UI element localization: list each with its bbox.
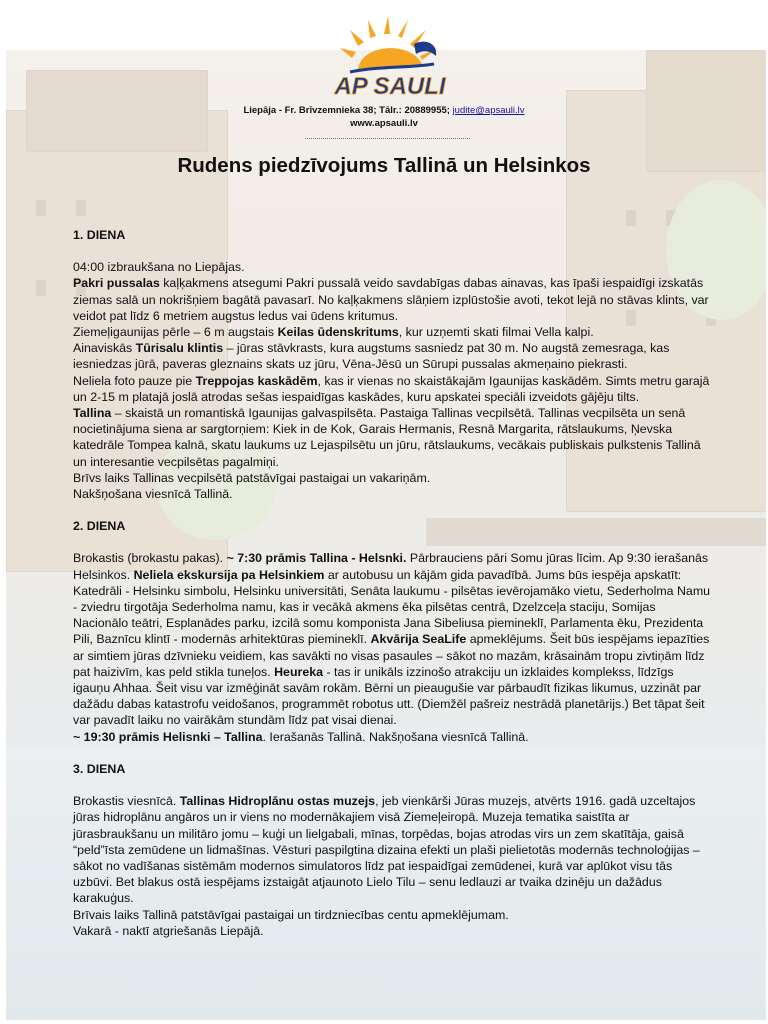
itinerary-paragraph: [73, 729, 713, 745]
itinerary-paragraph: [73, 470, 713, 486]
paragraph-text: Brokastis viesnīcā.: [73, 794, 180, 809]
highlight-text: Tūrisalu klintis: [135, 341, 224, 356]
spacer: [73, 534, 713, 550]
contact-info: [0, 104, 768, 130]
paragraph-text: kaļķakmens atsegumi Pakri pussalā veido savdabīgas dabas ainavas, kas īpaši iespaidīgi izskatās ziemas salā un nokrišņiem bagātā pavasarī. No kaļķakmens slāņiem izplūstošie avoti, tekot lejā no stāvas klints, var veidot pat līdz 6 metriem augstus ledus vai ūdens kritumus.: [73, 276, 709, 323]
spacer: [73, 243, 713, 259]
itinerary-paragraph: [73, 373, 713, 405]
itinerary-paragraph: [73, 923, 713, 939]
paragraph-text: 04:00 izbraukšana no Liepājas.: [73, 260, 245, 275]
itinerary-paragraph: [73, 907, 713, 923]
paragraph-text: Pārbrauciens pāri Somu jūras līcim. Ap 9:30 ierašanās Helsinkos.: [73, 551, 709, 582]
paragraph-text: ar autobusu un kājām gida pavadībā. Jums būs iespēja apskatīt: Katedrāli - Helsinku simbolu, Helsinku universitāti, Senāta laukumu - pilsētas ievērojamāko vietu, Sederholma Namu - zviedru tirgotāja Sederholma namu, kas ir vecākā akmens ēka pilsētas centrā, Dzelzceļa staciju, Somijas Nacionālo teātri, Esplanādes parku, izcilā somu komponista Jana Sibeliusa piemineklī, Parlamenta ēku, Prezidenta Pili, Baznīcu klintī - modernās arhitektūras piemineklī.: [73, 567, 711, 647]
day-heading: 3. DIENA: [73, 761, 126, 776]
itinerary-paragraph: [73, 550, 713, 728]
svg-text:AP SAULI: AP SAULI: [334, 73, 446, 100]
divider: [305, 138, 470, 139]
paragraph-text: Brīvs laiks Tallinas vecpilsētā patstāvīgai pastaigai un vakariņām.: [73, 470, 431, 485]
website-text: www.apsauli.lv: [350, 118, 418, 129]
day-heading: 1. DIENA: [73, 228, 126, 242]
paragraph-text: , kur uzņemti skati filmai Vella kalpi.: [398, 325, 594, 340]
paragraph-text: Vakarā - naktī atgriešanās Liepājā.: [73, 923, 264, 938]
highlight-text: Neliela ekskursija pa Helsinkiem: [133, 567, 325, 582]
paragraph-text: . Ierašanās Tallinā. Nakšņošana viesnīcā Tallinā.: [262, 729, 529, 744]
company-logo: [330, 14, 450, 100]
paragraph-text: apmeklējums. Šeit būs iespējams iepazīties ar simtiem jūras dzīvnieku veidiem, kas savākti no visas pasaules – sākot no mazām, krāsainām tropu zivtiņām līdz pat haizivīm, kas peld stikla tuneļos.: [73, 632, 710, 679]
paragraph-text: – jūras stāvkrasts, kura augstums sasniedz pat 30 m. No augstā zemesraga, kas iesniedzas jūrā, paveras gleznains skats uz jūru, Vēna-Jēsū un Sūrupi pussalas akmeņaino piekrasti.: [73, 341, 670, 372]
highlight-text: Akvārija SeaLife: [370, 632, 467, 647]
paragraph-text: Nakšņošana viesnīcā Tallinā.: [73, 487, 233, 502]
paragraph-text: - tas ir unikāls izzinošo atrakciju un izklaides komplekss, līdzīgs igauņu Ahhaa. Šeit visu var izmēģināt savām rokām. Bērni un pieaugušie var pārbaudīt fizikas likumus, uzzināt par dažādu dabas katastrofu veidošanos, programmēt robotus utt. (Diemžēl pašreiz nestrādā planetārijs.) Bet tāpat šeit var pavadīt laiku no vairākām stundām līdz pat visai dienai.: [73, 664, 705, 728]
itinerary-paragraph: [73, 324, 713, 340]
highlight-text: Keilas ūdenskritums: [277, 325, 399, 340]
sun-logo-icon: [330, 14, 450, 100]
paragraph-text: Ziemeļigaunijas pērle – 6 m augstais: [73, 325, 278, 340]
highlight-text: Treppojas kaskādēm: [195, 373, 318, 388]
spacer: [73, 777, 713, 793]
itinerary-paragraph: [73, 259, 713, 275]
paragraph-text: , jeb vienkārši Jūras muzejs, atvērts 1916. gadā uzceltajos jūras hidroplānu angāros un ir viens no modernākajiem visā Ziemeļeiropā. Muzeja tematika saistīta ar jūrasbraukšanu un militāro jomu – kuģi un lielgabali, mīnas, torpēdas, bojas atrodas virs un zem skatītāja, gaisā “peld”īsta zemūdene un lidmašīnas. Vēsturi paspilgtina dizaina efekti un plaši pielietotās modernās technoloģijas – sākot no vadīšanas sistēmām modernos simulatoros līdz pat iespaidīgai zemūdenei, kurā var aplūkot visu tās uzbūvi. Bet blakus ostā iespējams izstaigāt atjaunoto Lielo Tilu – senu ledlauzi ar tvaika dzinēju un dažādus karakuģus.: [73, 794, 700, 906]
itinerary-paragraph: [73, 340, 713, 372]
spacer: [73, 502, 713, 518]
paragraph-text: Brīvais laiks Tallinā patstāvīgai pastaigai un tirdzniecības centu apmeklējumam.: [73, 907, 509, 922]
spacer: [73, 745, 713, 761]
paragraph-text: Ainaviskās: [73, 341, 136, 356]
itinerary-paragraph: [73, 793, 713, 906]
contact-address: Liepāja - Fr. Brīvzemnieka 38; Tālr.: 20889955;: [243, 105, 450, 116]
page-title: Rudens piedzīvojums Tallinā un Helsinkos: [177, 154, 591, 177]
highlight-text: Tallina: [73, 406, 112, 421]
highlight-text: Tallinas Hidroplānu ostas muzejs: [179, 794, 376, 809]
day-heading: 2. DIENA: [73, 519, 126, 534]
highlight-text: Pakri pussalas: [73, 276, 160, 291]
highlight-text: Heureka: [274, 664, 324, 679]
paragraph-text: Brokastis (brokastu pakas).: [73, 551, 227, 566]
highlight-text: ~ 7:30 prāmis Tallina - Helsnki.: [226, 551, 407, 566]
paragraph-text: – skaistā un romantiskā Igaunijas galvaspilsēta. Pastaiga Tallinas vecpilsētā. Tallinas vecpilsēta un senā nocietinājuma siena ar sargtorņiem: Kiek in de Kok, Garais Hermanis, Resnā Margarita, rātslaukums, Ņevska katedrāle Tompea kalnā, skatu laukums uz Lejaspilsētu un jūru, rātslaukums, vecākais publiskais pulkstenis Tallinā un interesantie vecpilsētas pagalmiņi.: [73, 406, 701, 469]
itinerary-paragraph: [73, 275, 713, 324]
paragraph-text: , kas ir vienas no skaistākajām Igaunijas kaskādēm. Simts metru garajā un 2-15 m platajā joslā atrodas sešas iespaidīgas kaskādes, kuru apskatei speciāli izveidots gājēju tilts.: [73, 373, 710, 404]
email-link[interactable]: judite@apsauli.lv: [452, 105, 525, 116]
itinerary-paragraph: [73, 486, 713, 502]
itinerary-paragraph: [73, 405, 713, 470]
paragraph-text: Neliela foto pauze pie: [73, 373, 196, 388]
itinerary-content: [73, 227, 713, 939]
highlight-text: ~ 19:30 prāmis Helisnki – Tallina: [73, 729, 263, 744]
